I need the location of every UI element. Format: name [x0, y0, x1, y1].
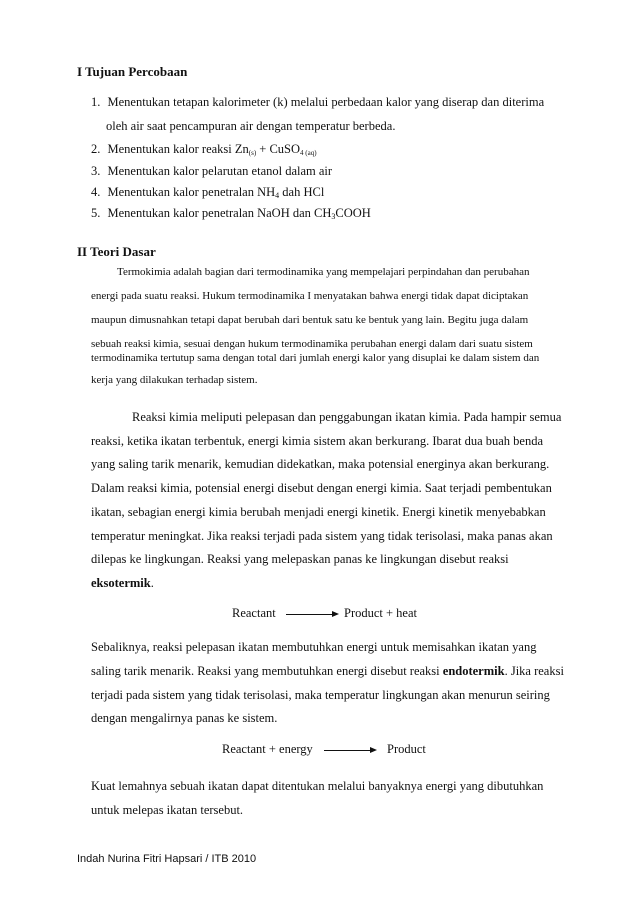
list-item-3 — [91, 164, 332, 179]
paragraph-line: reaksi, ketika ikatan terbentuk, energi kimia sistem akan berkurang. Ibarat dua buah benda — [91, 434, 544, 448]
list-number: 3. — [91, 164, 101, 178]
paragraph-line: ikatan, sebagian energi kimia berubah menjadi energi kinetik. Energi kinetik menyebabkan — [91, 505, 546, 519]
list-item-2 — [91, 142, 317, 157]
equation-1-arrow-shaft — [286, 614, 332, 615]
arrow-right-icon — [332, 611, 339, 617]
punctuation: . — [150, 576, 154, 590]
paragraph-line: Kuat lemahnya sebuah ikatan dapat ditentukan melalui banyaknya energi yang dibutuhkan — [91, 779, 544, 793]
equation-2-right: Product — [387, 742, 426, 756]
paragraph-line: Dalam reaksi kimia, potensial energi disebut dengan energi kimia. Saat terjadi pembentukan — [91, 481, 552, 495]
paragraph-line: energi pada suatu reaksi. Hukum termodinamika I menyatakan bahwa energi tidak dapat diciptakan — [91, 290, 529, 302]
paragraph-line: termodinamika tertutup sama dengan total dari jumlah energi kalor yang disuplai ke dalam sistem dan — [91, 352, 540, 364]
paragraph-text: saling tarik menarik. Reaksi yang membutuhkan energi disebut reaksi — [91, 664, 443, 678]
paragraph-line — [91, 576, 154, 591]
paragraph-line: Sebaliknya, reaksi pelepasan ikatan membutuhkan energi untuk memisahkan ikatan yang — [91, 640, 537, 654]
paragraph-text: . Jika reaksi — [504, 664, 564, 678]
list-number: 1. — [91, 95, 101, 109]
equation-2-left: Reactant + energy — [222, 742, 313, 756]
paragraph-line: Termokimia adalah bagian dari termodinamika yang mempelajari perpindahan dan perubahan — [117, 266, 530, 278]
paragraph-line: maupun dimusnahkan tetapi dapat berubah dari bentuk satu ke bentuk yang lain. Begitu juga dalam — [91, 314, 529, 326]
paragraph-line: kerja yang dilakukan terhadap sistem. — [91, 374, 258, 386]
list-item-1 — [91, 95, 544, 110]
list-item-4 — [91, 185, 324, 200]
list-text: Menentukan kalor reaksi Zn — [107, 142, 249, 156]
list-text: Menentukan kalor penetralan NaOH dan CH — [107, 206, 332, 220]
bold-term-endotermik: endotermik — [442, 664, 505, 678]
list-item-1-cont: oleh air saat pencampuran air dengan temperatur berbeda. — [106, 119, 396, 133]
list-item-5 — [91, 206, 371, 221]
list-text: Menentukan tetapan kalorimeter (k) melalui perbedaan kalor yang diserap dan diterima — [107, 95, 545, 109]
list-number: 4. — [91, 185, 101, 199]
list-text: COOH — [335, 206, 371, 220]
section-1-title: I Tujuan Percobaan — [77, 64, 188, 79]
list-number: 2. — [91, 142, 101, 156]
equation-1-right: Product + heat — [344, 606, 418, 620]
subscript: 4 — [275, 191, 280, 200]
list-text: Menentukan kalor penetralan NH — [107, 185, 276, 199]
paragraph-line: dengan mengalirnya panas ke sistem. — [91, 711, 278, 725]
paragraph-line: yang saling tarik menarik, kemudian didekatkan, maka potensial energinya akan berkurang. — [91, 457, 550, 471]
subscript: 4 (aq) — [300, 149, 317, 157]
paragraph-line: Reaksi kimia meliputi pelepasan dan penggabungan ikatan kimia. Pada hampir semua — [132, 410, 562, 424]
paragraph-line: dilepas ke lingkungan. Reaksi yang melepaskan panas ke lingkungan disebut reaksi — [91, 552, 509, 566]
bold-term-eksotermik: eksotermik — [91, 576, 151, 590]
equation-1-left: Reactant — [232, 606, 276, 620]
section-2-title: II Teori Dasar — [77, 244, 156, 259]
list-text: Menentukan kalor pelarutan etanol dalam air — [107, 164, 333, 178]
paragraph-line: sebuah reaksi kimia, sesuai dengan hukum termodinamika perubahan energi dalam dari suatu sistem — [91, 338, 533, 350]
paragraph-line: untuk melepas ikatan tersebut. — [91, 803, 244, 817]
paragraph-line — [91, 664, 564, 679]
subscript: 3 — [331, 212, 336, 221]
page-footer: Indah Nurina Fitri Hapsari / ITB 2010 — [77, 853, 257, 865]
equation-2-arrow-shaft — [324, 750, 370, 751]
list-text: dah HCl — [279, 185, 325, 199]
list-text: + CuSO — [256, 142, 301, 156]
list-number: 5. — [91, 206, 101, 220]
arrow-right-icon — [370, 747, 377, 753]
subscript: (s) — [248, 149, 257, 157]
paragraph-line: temperatur meningkat. Jika reaksi terjadi pada sistem yang tidak terisolasi, maka panas akan — [91, 529, 553, 543]
paragraph-line: terjadi pada sistem yang tidak terisolasi, maka temperatur lingkungan akan menurun seiring — [91, 688, 550, 702]
